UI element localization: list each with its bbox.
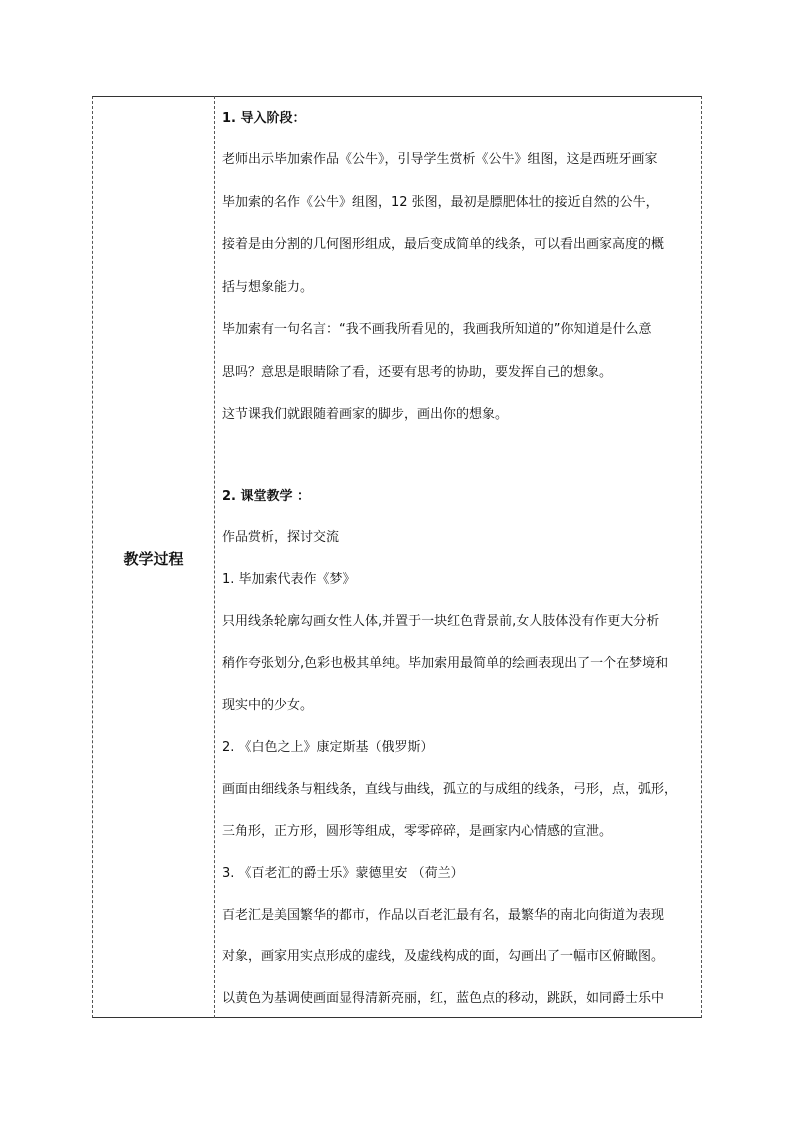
text-line: 老师出示毕加索作品《公牛》，引导学生赏析《公牛》组图，这是西班牙画家 bbox=[222, 152, 658, 167]
text-line: 现实中的少女。 bbox=[222, 698, 314, 713]
text-line: 以黄色为基调使画面显得清新亮丽，红，蓝色点的移动，跳跃，如同爵士乐中 bbox=[222, 991, 665, 1006]
text-line: 3. 《百老汇的爵士乐》蒙德里安 （荷兰） bbox=[222, 866, 464, 881]
section-heading-classroom: 2. 课堂教学 ： bbox=[222, 489, 311, 504]
text-line: 接着是由分割的几何图形组成，最后变成简单的线条，可以看出画家高度的概 bbox=[222, 237, 665, 252]
text-line: 百老汇是美国繁华的都市，作品以百老汇最有名，最繁华的南北向街道为表现 bbox=[222, 908, 665, 923]
text-line: 思吗？意思是眼睛除了看，还要有思考的协助，要发挥自己的想象。 bbox=[222, 365, 613, 380]
text-line: 2. 《白色之上》康定斯基（俄罗斯） bbox=[222, 740, 434, 755]
row-label: 教学过程 bbox=[123, 550, 184, 568]
section-heading-intro: 1. 导入阶段： bbox=[222, 111, 306, 126]
text-line: 画面由细线条与粗线条，直线与曲线，孤立的与成组的线条，弓形，点，弧形， bbox=[222, 782, 678, 797]
text-line: 毕加索有一句名言：“我不画我所看见的，我画我所知道的”你知道是什么意 bbox=[222, 322, 652, 337]
text-line: 作品赏析，探讨交流 bbox=[222, 530, 340, 545]
text-line: 稍作夸张划分,色彩也极其单纯。毕加索用最简单的绘画表现出了一个在梦境和 bbox=[222, 656, 669, 671]
text-line: 毕加索的名作《公牛》组图，12 张图，最初是膘肥体壮的接近自然的公牛， bbox=[222, 195, 659, 210]
text-line: 只用线条轮廓勾画女性人体,并置于一块红色背景前,女人肢体没有作更大分析 bbox=[222, 614, 660, 629]
text-line: 括与想象能力。 bbox=[222, 280, 314, 295]
column-divider bbox=[214, 96, 215, 1018]
text-line: 1. 毕加索代表作《梦》 bbox=[222, 572, 356, 587]
text-line: 这节课我们就跟随着画家的脚步，画出你的想象。 bbox=[222, 407, 509, 422]
text-line: 对象，画家用实点形成的虚线，及虚线构成的面，勾画出了一幅市区俯瞰图。 bbox=[222, 949, 665, 964]
text-line: 三角形，正方形，圆形等组成，零零碎碎，是画家内心情感的宣泄。 bbox=[222, 824, 613, 839]
